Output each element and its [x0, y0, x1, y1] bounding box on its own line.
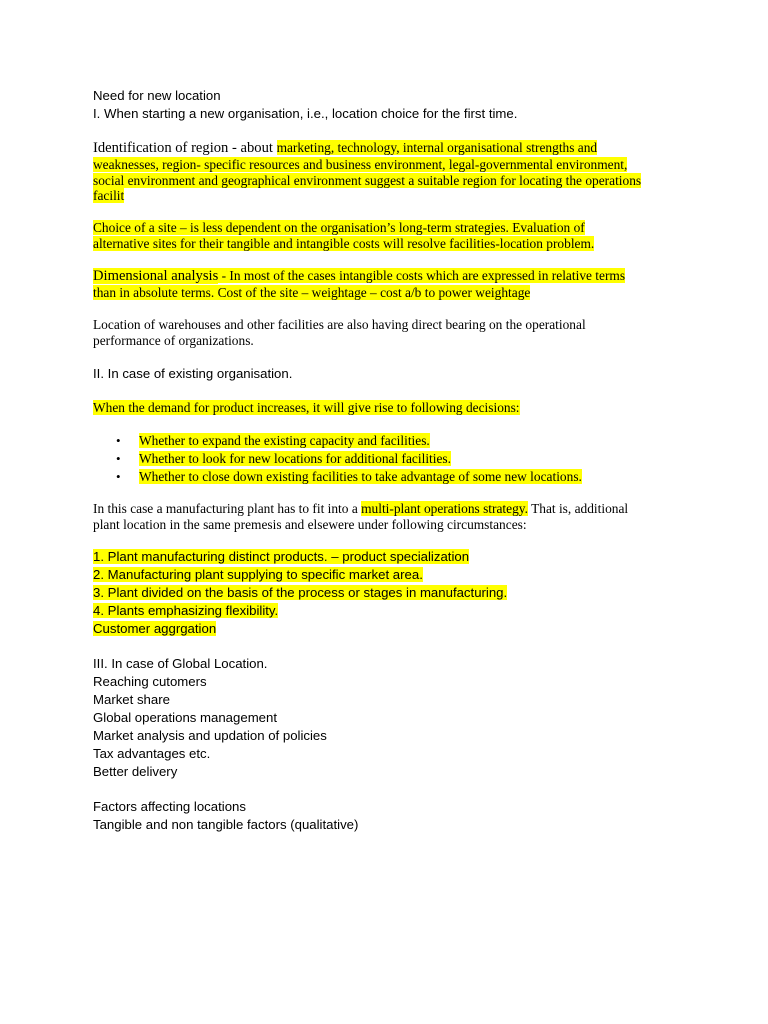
demand-line: [93, 400, 520, 416]
section-2-heading: II. In case of existing organisation.: [93, 366, 293, 381]
bullet-2-highlight: Whether to look for new locations for additional facilities.: [139, 451, 451, 466]
site-highlight-1: Choice of a site – is less dependent on the organisation’s long-term strategies. Evaluation of: [93, 220, 585, 235]
factors-heading: Factors affecting locations: [93, 799, 246, 814]
region-highlight-4: facilit: [93, 188, 125, 203]
multiplant-highlight: multi-plant operations strategy.: [361, 501, 528, 516]
numbered-item-5: [93, 621, 216, 636]
section-1-heading: I. When starting a new organisation, i.e., location choice for the first time.: [93, 106, 518, 121]
bullet-3-highlight: Whether to close down existing facilities to take advantage of some new locations.: [139, 469, 582, 484]
multiplant-pre: In this case a manufacturing plant has to fit into a: [93, 501, 362, 516]
global-item-1: Reaching cutomers: [93, 674, 207, 689]
numbered-item-2-highlight: 2. Manufacturing plant supplying to specific market area.: [93, 567, 423, 582]
global-item-4: Market analysis and updation of policies: [93, 728, 327, 743]
factors-line: Tangible and non tangible factors (qualitative): [93, 817, 359, 832]
warehouses-line-2: performance of organizations.: [93, 333, 254, 348]
bullet-3-glyph: •: [116, 469, 121, 484]
region-paragraph-line-2: [93, 157, 627, 173]
section-3-heading: III. In case of Global Location.: [93, 656, 268, 671]
region-highlight-1: marketing, technology, internal organisational strengths and: [276, 140, 598, 155]
site-paragraph-line-1: [93, 220, 585, 236]
dimensional-highlight-1: - In most of the cases intangible costs which are expressed in relative terms: [218, 268, 626, 283]
region-highlight-3: social environment and geographical environment suggest a suitable region for locating the operations: [93, 173, 642, 188]
region-paragraph-line-1: [93, 140, 597, 157]
site-paragraph-line-2: [93, 236, 594, 252]
dimensional-paragraph-line-2: [93, 285, 530, 301]
region-paragraph-line-4: [93, 188, 124, 204]
bullet-1-highlight: Whether to expand the existing capacity and facilities.: [139, 433, 430, 448]
numbered-item-3-highlight: 3. Plant divided on the basis of the process or stages in manufacturing.: [93, 585, 508, 600]
multiplant-line-2: plant location in the same premesis and elsewere under following circumstances:: [93, 517, 527, 532]
dimensional-lead: Dimensional analysis: [93, 268, 219, 284]
bullet-3-text: [139, 469, 582, 485]
global-item-5: Tax advantages etc.: [93, 746, 211, 761]
multiplant-line-1: [93, 501, 628, 517]
numbered-item-1-highlight: 1. Plant manufacturing distinct products. – product specialization: [93, 549, 470, 564]
demand-highlight: When the demand for product increases, it will give rise to following decisions:: [93, 400, 520, 415]
region-highlight-2: weaknesses, region- specific resources and business environment, legal-governmental environment,: [93, 157, 628, 172]
dimensional-highlight-2: than in absolute terms. Cost of the site – weightage – cost a/b to power weightage: [93, 285, 531, 300]
site-highlight-2: alternative sites for their tangible and intangible costs will resolve facilities-location problem.: [93, 236, 595, 251]
multiplant-post: That is, additional: [527, 501, 629, 516]
bullet-2-glyph: •: [116, 451, 121, 466]
document-title: Need for new location: [93, 88, 221, 103]
bullet-1-text: [139, 433, 430, 449]
region-paragraph-line-3: [93, 173, 641, 189]
region-lead: Identification of region - about: [93, 140, 277, 156]
global-item-6: Better delivery: [93, 764, 178, 779]
numbered-item-4-highlight: 4. Plants emphasizing flexibility.: [93, 603, 279, 618]
global-item-2: Market share: [93, 692, 170, 707]
warehouses-line-1: Location of warehouses and other facilities are also having direct bearing on the operational: [93, 317, 586, 332]
numbered-item-3: [93, 585, 507, 600]
dimensional-paragraph-line-1: [93, 268, 625, 285]
global-item-3: Global operations management: [93, 710, 278, 725]
bullet-2-text: [139, 451, 451, 467]
numbered-item-2: [93, 567, 423, 582]
bullet-1-glyph: •: [116, 433, 121, 448]
numbered-item-5-highlight: Customer aggrgation: [93, 621, 217, 636]
numbered-item-1: [93, 549, 469, 564]
numbered-item-4: [93, 603, 278, 618]
